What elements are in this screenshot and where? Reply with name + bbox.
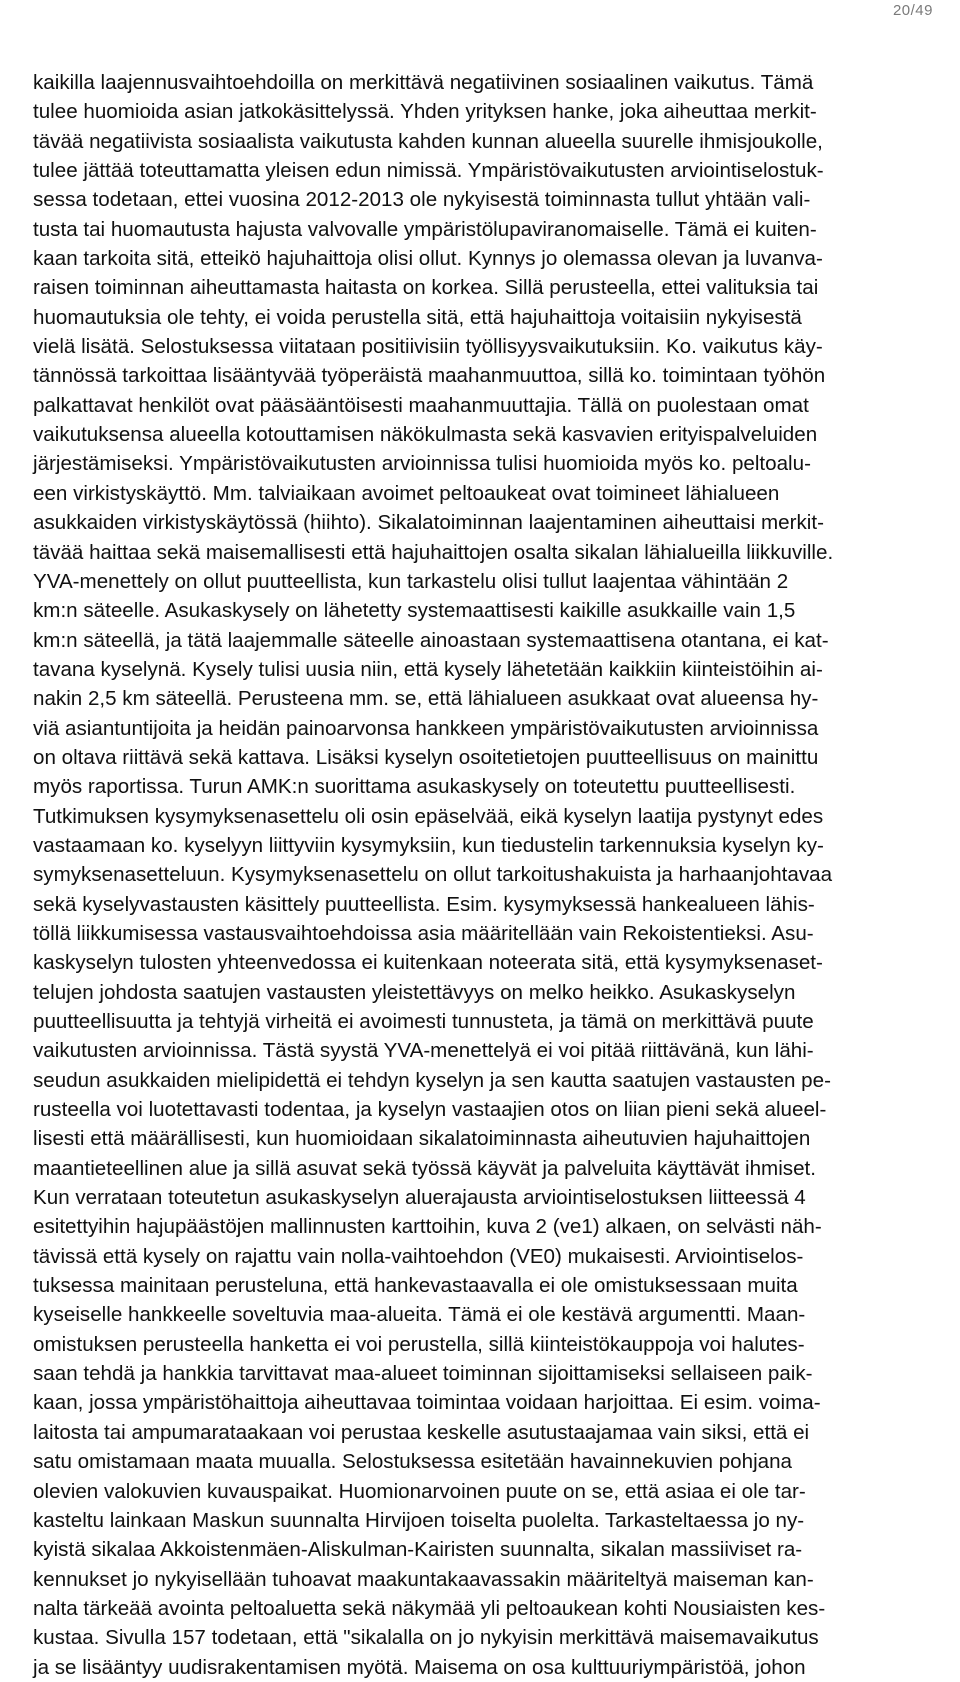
text-line: Kun verrataan toteutetun asukaskyselyn aluerajausta arviointiselostuksen liitteessä 4 [33,1186,806,1210]
text-line: symyksenasetteluun. Kysymyksenasettelu on ollut tarkoitushakuista ja harhaanjohtavaa [33,863,833,887]
text-line: lisesti että määrällisesti, kun huomioidaan sikalatoiminnasta aiheutuvien hajuhaittojen [33,1127,811,1151]
text-line: on oltava riittävä sekä kattava. Lisäksi kyselyn osoitetietojen puutteellisuus on mainittu [33,745,819,769]
body-text [33,68,943,1682]
page-number: 20/49 [892,2,933,19]
text-line: satu omistamaan maata muualla. Selostuksessa esitetään havainnekuvien pohjana [33,1450,793,1474]
text-line: kaskyselyn tulosten yhteenvedossa ei kuitenkaan noteerata sitä, että kysymyksenaset- [33,951,823,975]
text-line: Tutkimuksen kysymyksenasettelu oli osin epäselvää, eikä kyselyn laatija pystynyt edes [33,804,824,828]
text-line: tävää negatiivista sosiaalista vaikutusta kahden kunnan alueella suurelle ihmisjoukolle, [33,129,823,153]
text-line: tulee jättää toteuttamatta yleisen edun nimissä. Ympäristövaikutusten arviointiselostuk- [33,159,824,183]
text-line: palkattavat henkilöt ovat pääsääntöisesti maahanmuuttajia. Tällä on puolestaan omat [33,393,809,417]
text-line: een virkistyskäyttö. Mm. talviaikaan avoimet peltoaukeat ovat toimineet lähialueen [33,481,780,505]
text-line: tännössä tarkoittaa lisääntyvää työperäistä maahanmuuttoa, sillä ko. toimintaan työhön [33,364,826,388]
text-line: kasteltu lainkaan Maskun suunnalta Hirvijoen toiselta puolelta. Tarkasteltaessa jo ny- [33,1508,805,1532]
text-line: raisen toiminnan aiheuttamasta haitasta on korkea. Sillä perusteella, ettei valituksia tai [33,276,819,300]
text-line: viä asiantuntijoita ja heidän painoarvonsa hankkeen ympäristövaikutusten arvioinnissa [33,716,819,740]
text-line: sekä kyselyvastausten käsittely puutteellista. Esim. kysymyksessä hankealueen lähis- [33,892,815,916]
text-line: vaikutusten arvioinnissa. Tästä syystä YVA-menettelyä ei voi pitää riittävänä, kun lähi- [33,1039,814,1063]
text-line: telujen johdosta saatujen vastausten yleistettävyys on melko heikko. Asukaskyselyn [33,980,796,1004]
text-line: nalta tärkeää avointa peltoaluetta sekä näkymää yli peltoaukean kohti Nousiaisten kes- [33,1596,826,1620]
text-line: rusteella voi luotettavasti todentaa, ja kyselyn vastaajien otos on liian pieni sekä alueel- [33,1098,827,1122]
text-line: kaan, jossa ympäristöhaittoja aiheuttavaa toimintaa voidaan harjoittaa. Ei esim. voima- [33,1391,821,1415]
text-line: tavana kyselynä. Kysely tulisi uusia niin, että kysely lähetetään kaikkiin kiinteistöihin ai- [33,657,823,681]
text-line: nakin 2,5 km säteellä. Perusteena mm. se, että lähialueen asukkaat ovat alueensa hy- [33,687,819,711]
text-line: laitosta tai ampumarataakaan voi perustaa keskelle asutustaajamaa vain siksi, että ei [33,1420,810,1444]
text-line: tävissä että kysely on rajattu vain nolla-vaihtoehdon (VE0) mukaisesti. Arviointiselos- [33,1244,804,1268]
text-line: kyistä sikalaa Akkoistenmäen-Aliskulman-Kairisten suunnalta, sikalan massiiviset ra- [33,1538,803,1562]
text-line: olevien valokuvien kuvauspaikat. Huomionarvoinen puute on se, että asiaa ei ole tar- [33,1479,806,1503]
text-line: omistuksen perusteella hanketta ei voi perustella, sillä kiinteistökauppoja voi halutes- [33,1332,805,1356]
text-line: töllä liikkumisessa vastausvaihtoehdoissa asia määritellään vain Rekoistentieksi. Asu- [33,921,814,945]
text-line: kustaa. Sivulla 157 todetaan, että "sikalalla on jo nykyisin merkittävä maisemavaikutus [33,1626,819,1650]
text-line: järjestämiseksi. Ympäristövaikutusten arvioinnissa tulisi huomioida myös ko. peltoalu- [33,452,811,476]
text-line: esitettyihin hajupäästöjen mallinnusten karttoihin, kuva 2 (ve1) alkaen, on selvästi näh- [33,1215,822,1239]
text-line: vielä lisätä. Selostuksessa viitataan positiivisiin työllisyysvaikutuksiin. Ko. vaikutus käy- [33,335,823,359]
text-line: tusta tai huomautusta hajusta valvovalle ympäristölupaviranomaiselle. Tämä ei kuiten- [33,217,817,241]
text-line: tuksessa mainitaan perusteluna, että hankevastaavalla ei ole omistuksessaan muita [33,1274,798,1298]
text-line: tävää haittaa sekä maisemallisesti että hajuhaittojen osalta sikalan lähialueilla liikkuville. [33,540,834,564]
text-line: vaikutuksensa alueella kotouttamisen näkökulmasta sekä kasvavien erityispalveluiden [33,423,818,447]
text-line: myös raportissa. Turun AMK:n suorittama asukaskysely on toteutettu puutteellisesti. [33,775,796,799]
text-line: kyseiselle hankkeelle soveltuvia maa-alueita. Tämä ei ole kestävä argumentti. Maan- [33,1303,806,1327]
text-line: sessa todetaan, ettei vuosina 2012-2013 ole nykyisestä toiminnasta tullut yhtään vali- [33,188,811,212]
text-line: kaikilla laajennusvaihtoehdoilla on merkittävä negatiivinen sosiaalinen vaikutus. Tämä [33,71,814,94]
text-line: vastaamaan ko. kyselyyn liittyviin kysymyksiin, kun tiedustelin tarkennuksia kyselyn ky- [33,833,824,857]
text-line: saan tehdä ja hankkia tarvittavat maa-alueet toiminnan sijoittamiseksi sellaiseen paik- [33,1362,813,1386]
text-line: km:n säteelle. Asukaskysely on lähetetty systemaattisesti kaikille asukkaille vain 1,5 [33,599,796,623]
text-line: km:n säteellä, ja tätä laajemmalle säteelle ainoastaan systemaattisena otantana, ei kat- [33,628,829,652]
text-line: huomautuksia ole tehty, ei voida perustella sitä, että hajuhaittoja voitaisiin nykyisestä [33,305,802,329]
text-line: seudun asukkaiden mielipidettä ei tehdyn kyselyn ja sen kautta saatujen vastausten pe- [33,1068,831,1092]
text-line: ja se lisääntyy uudisrakentamisen myötä. Maisema on osa kulttuuriympäristöä, johon [33,1655,806,1679]
text-line: maantieteellinen alue ja sillä asuvat sekä työssä käyvät ja palveluita käyttävät ihmiset. [33,1156,816,1180]
text-line: kaan tarkoita sitä, etteikö hajuhaittoja olisi ollut. Kynnys jo olemassa olevan ja luvanva- [33,247,823,271]
text-line: puutteellisuutta ja tehtyjä virheitä ei avoimesti tunnusteta, ja tämä on merkittävä puute [33,1010,814,1033]
text-line: asukkaiden virkistyskäytössä (hiihto). Sikalatoiminnan laajentaminen aiheuttaisi merkit- [33,511,824,535]
text-line: YVA-menettely on ollut puutteellista, kun tarkastelu olisi tullut laajentaa vähintään 2 [33,569,789,593]
text-line: kennukset jo nykyisellään tuhoavat maakuntakaavassakin määriteltyä maiseman kan- [33,1567,814,1591]
text-line: tulee huomioida asian jatkokäsittelyssä. Yhden yrityksen hanke, joka aiheuttaa merkit- [33,100,817,124]
